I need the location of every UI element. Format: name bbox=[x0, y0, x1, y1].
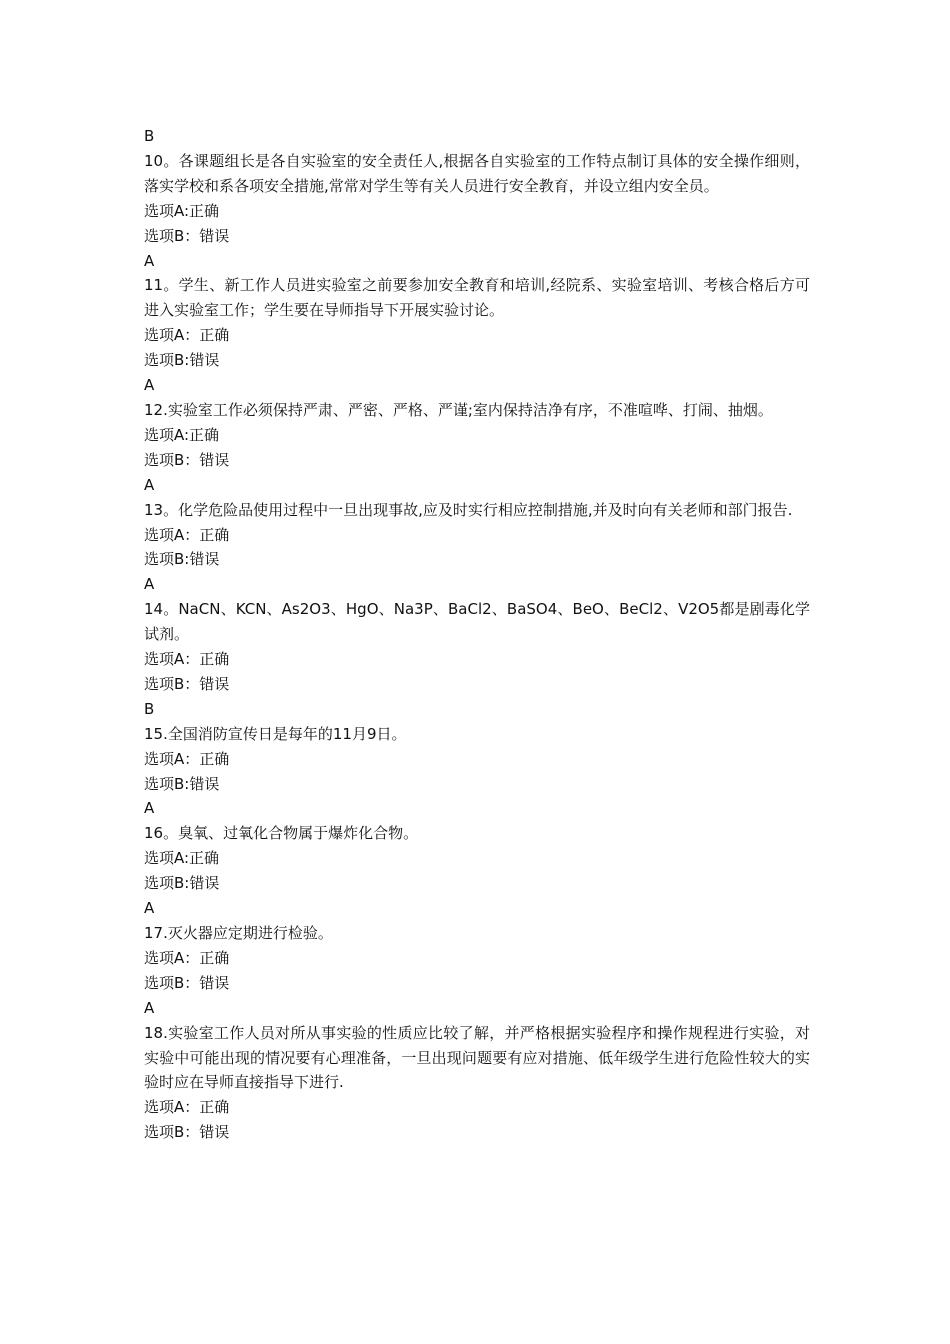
question-text: 15.全国消防宣传日是每年的11月9日。 bbox=[144, 724, 407, 743]
question-text: 18.实验室工作人员对所从事实验的性质应比较了解，并严格根据实验程序和操作规程进行实验，对实验中可能出现的情况要有心理准备，一旦出现问题要有应对措施、低年级学生进行危险性较大的实验时应在导师直接指导下进行. bbox=[144, 1023, 810, 1092]
answer-text: A bbox=[144, 899, 155, 918]
answer-text: A bbox=[144, 998, 155, 1017]
option-text: 选项B:错误 bbox=[144, 874, 220, 893]
option-text: 选项B：错误 bbox=[144, 973, 230, 992]
option-text: 选项B：错误 bbox=[144, 226, 230, 245]
answer-text: A bbox=[144, 575, 155, 594]
answer-text: A bbox=[144, 251, 155, 270]
question-text: 10。各课题组长是各自实验室的安全责任人,根据各自实验室的工作特点制订具体的安全操作细则，落实学校和系各项安全措施,常常对学生等有关人员进行安全教育，并设立组内安全员。 bbox=[144, 151, 810, 195]
option-text: 选项A：正确 bbox=[144, 1098, 230, 1117]
option-text: 选项A:正确 bbox=[144, 849, 220, 868]
option-text: 选项A：正确 bbox=[144, 525, 230, 544]
option-text: 选项B：错误 bbox=[144, 674, 230, 693]
option-text: 选项B：错误 bbox=[144, 450, 230, 469]
option-text: 选项B:错误 bbox=[144, 550, 220, 569]
answer-text: B bbox=[144, 699, 155, 718]
question-text: 16。臭氧、过氧化合物属于爆炸化合物。 bbox=[144, 824, 419, 843]
answer-text: A bbox=[144, 799, 155, 818]
option-text: 选项A：正确 bbox=[144, 650, 230, 669]
option-text: 选项A：正确 bbox=[144, 326, 230, 345]
question-text: 14。NaCN、KCN、As2O3、HgO、Na3P、BaCl2、BaSO4、BeO、BeCl2、V2O5都是剧毒化学试剂。 bbox=[144, 600, 810, 644]
document-body bbox=[144, 124, 810, 1145]
option-text: 选项A:正确 bbox=[144, 201, 220, 220]
question-text: 13。化学危险品使用过程中一旦出现事故,应及时实行相应控制措施,并及时向有关老师和部门报告. bbox=[144, 500, 793, 519]
question-text: 17.灭火器应定期进行检验。 bbox=[144, 924, 333, 942]
option-text: 选项A：正确 bbox=[144, 948, 230, 967]
answer-text: B bbox=[144, 127, 155, 145]
option-text: 选项B:错误 bbox=[144, 774, 220, 793]
option-text: 选项A:正确 bbox=[144, 425, 220, 444]
option-text: 选项B：错误 bbox=[144, 1123, 230, 1142]
option-text: 选项A：正确 bbox=[144, 749, 230, 768]
option-text: 选项B:错误 bbox=[144, 351, 220, 370]
answer-text: A bbox=[144, 376, 155, 395]
question-text: 11。学生、新工作人员进实验室之前要参加安全教育和培训,经院系、实验室培训、考核合格后方可进入实验室工作；学生要在导师指导下开展实验讨论。 bbox=[144, 276, 810, 320]
question-text: 12.实验室工作必须保持严肃、严密、严格、严谨;室内保持洁净有序，不准喧哗、打闹、抽烟。 bbox=[144, 400, 773, 419]
answer-text: A bbox=[144, 475, 155, 494]
